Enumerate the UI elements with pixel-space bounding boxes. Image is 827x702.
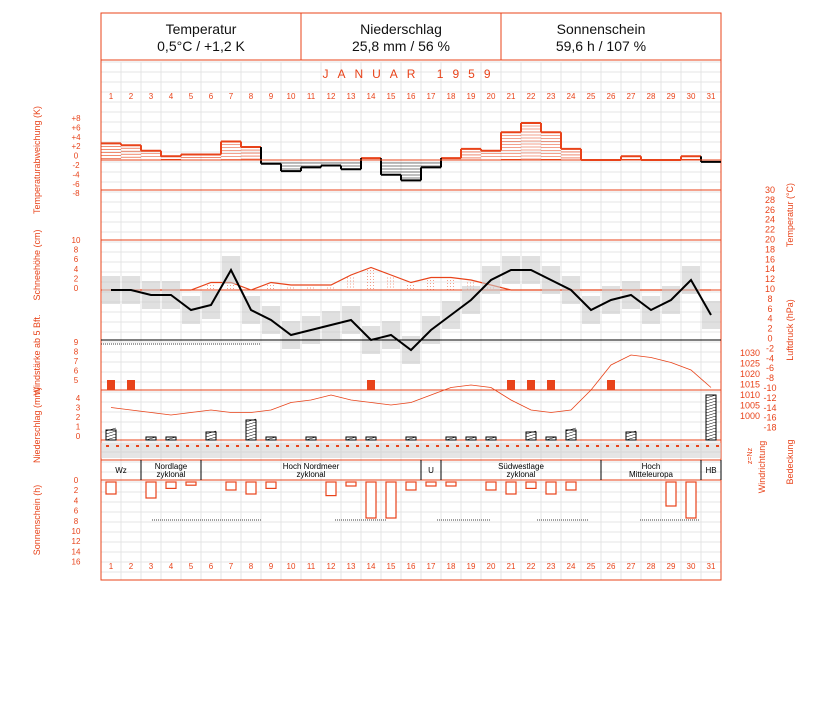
wind-tick: 8	[73, 347, 79, 357]
day-label-bottom: 12	[326, 562, 336, 571]
header-sunshine-value: 59,6 h / 107 %	[555, 38, 647, 54]
wind-direction-tick: z=Nz	[747, 447, 754, 465]
wind-direction-mark	[396, 445, 399, 447]
wind-direction-mark	[346, 445, 349, 447]
precip-tick: 3	[75, 403, 81, 413]
day-label-top: 29	[666, 92, 676, 101]
wind-direction-mark	[526, 445, 529, 447]
header-precipitation-value: 25,8 mm / 56 %	[351, 38, 451, 54]
day-label-bottom: 4	[168, 562, 174, 571]
temperature-tick: 8	[767, 293, 773, 304]
day-label-bottom: 29	[666, 562, 676, 571]
wind-bar	[107, 380, 115, 390]
temp-deviation-tick: +2	[71, 142, 81, 152]
sunshine-bar	[486, 482, 496, 490]
precip-tick: 4	[75, 394, 81, 403]
sunshine-bar	[506, 482, 516, 494]
sunshine-bar	[266, 482, 276, 488]
temp-deviation-tick: -4	[72, 170, 80, 180]
day-label-top: 27	[626, 92, 636, 101]
day-label-bottom: 22	[526, 562, 536, 571]
day-label-top: 21	[506, 92, 516, 101]
sunshine-bar	[326, 482, 336, 496]
day-label-top: 26	[606, 92, 616, 101]
snow-tick: 6	[73, 255, 79, 265]
wind-direction-mark	[556, 445, 559, 447]
temperature-tick: 12	[764, 274, 776, 285]
month-title: JANUAR 1959	[322, 67, 500, 81]
wind-bar	[507, 380, 515, 390]
weather-type-label: zyklonal	[506, 470, 536, 479]
wind-direction-axis-label: Windrichtung	[757, 440, 767, 494]
wind-direction-mark	[586, 445, 589, 447]
sunshine-bar	[426, 482, 436, 486]
wind-direction-mark	[376, 445, 379, 447]
wind-bar	[127, 380, 135, 390]
temp-deviation-tick: +6	[71, 123, 81, 133]
wind-direction-mark	[656, 445, 659, 447]
sunshine-bar	[526, 482, 536, 488]
temperature-tick: 18	[764, 244, 776, 255]
sunshine-bar	[226, 482, 236, 490]
temperature-tick: 16	[764, 254, 776, 265]
temperature-tick: 22	[764, 224, 776, 235]
snow-tick: 10	[71, 236, 81, 245]
day-label-top: 4	[168, 92, 174, 101]
day-label-top: 23	[546, 92, 556, 101]
temperature-tick: 0	[767, 333, 773, 344]
wind-direction-mark	[306, 445, 309, 447]
wind-direction-mark	[596, 445, 599, 447]
pressure-tick: 1030	[739, 348, 761, 358]
day-label-top: 28	[646, 92, 656, 101]
temperature-tick: 30	[764, 185, 776, 195]
header-temperature-value: 0,5°C / +1,2 K	[157, 38, 245, 54]
header-sunshine-label: Sonnenschein	[556, 21, 646, 37]
day-label-bottom: 16	[406, 562, 416, 571]
sunshine-bar	[446, 482, 456, 486]
sunshine-tick: 6	[73, 506, 79, 516]
day-label-bottom: 9	[268, 562, 274, 571]
day-label-top: 8	[248, 92, 254, 101]
wind-direction-mark	[356, 445, 359, 447]
wind-direction-mark	[496, 445, 499, 447]
wind-bar	[547, 380, 555, 390]
wind-bar	[527, 380, 535, 390]
temp-deviation-axis-label: Temperaturabweichung (K)	[32, 105, 42, 215]
weather-type-label: HB	[705, 466, 717, 475]
sunshine-tick: 12	[71, 537, 81, 547]
weather-type-label: zyklonal	[296, 470, 326, 479]
day-label-bottom: 10	[286, 562, 296, 571]
temperature-tick: -12	[763, 392, 777, 403]
snow-tick: 2	[73, 274, 79, 284]
wind-direction-mark	[316, 445, 319, 447]
wind-direction-mark	[256, 445, 259, 447]
precipitation-bar	[526, 432, 536, 440]
snow-tick: 8	[73, 245, 79, 255]
wind-bar	[607, 380, 615, 390]
precip-axis-label: Niederschlag (mm)	[32, 386, 42, 464]
day-label-bottom: 28	[646, 562, 656, 571]
day-label-bottom: 21	[506, 562, 516, 571]
day-label-bottom: 18	[446, 562, 456, 571]
day-label-bottom: 27	[626, 562, 636, 571]
day-label-bottom: 19	[466, 562, 476, 571]
pressure-tick: 1005	[739, 400, 761, 411]
precipitation-bar	[206, 432, 216, 440]
pressure-tick: 1000	[739, 411, 761, 421]
wind-direction-mark	[116, 445, 119, 447]
day-label-top: 2	[128, 92, 134, 101]
sunshine-bar	[186, 482, 196, 485]
wind-direction-mark	[666, 445, 669, 447]
pressure-axis-label: Luftdruck (hPa)	[785, 299, 795, 361]
day-label-bottom: 25	[586, 562, 596, 571]
sunshine-bar	[686, 482, 696, 518]
temperature-tick: 20	[764, 234, 776, 245]
wind-direction-mark	[686, 445, 689, 447]
sunshine-bar	[166, 482, 176, 488]
day-label-bottom: 3	[148, 562, 154, 571]
sunshine-bar	[146, 482, 156, 498]
day-label-bottom: 20	[486, 562, 496, 571]
wind-direction-mark	[706, 445, 709, 447]
temperature-tick: -8	[765, 373, 775, 384]
temperature-tick: -6	[765, 363, 775, 374]
wind-direction-mark	[226, 445, 229, 447]
snow-axis-label: Schneehöhe (cm)	[32, 229, 42, 301]
wind-direction-mark	[146, 445, 149, 447]
day-label-bottom: 6	[208, 562, 214, 571]
day-label-bottom: 26	[606, 562, 616, 571]
sunshine-bar	[386, 482, 396, 518]
wind-axis-label: Windstärke ab 5 Bft.	[32, 314, 42, 396]
temperature-tick: 6	[767, 303, 773, 314]
sunshine-bar	[346, 482, 356, 486]
wind-direction-mark	[406, 445, 409, 447]
temp-deviation-tick: +8	[71, 114, 81, 123]
wind-tick: 5	[73, 376, 79, 385]
wind-direction-mark	[616, 445, 619, 447]
sunshine-tick: 10	[71, 527, 81, 536]
day-label-top: 11	[306, 92, 316, 101]
weather-type-label: zyklonal	[156, 470, 186, 479]
wind-bar	[367, 380, 375, 390]
pressure-tick: 1010	[739, 390, 761, 400]
day-label-top: 19	[466, 92, 476, 101]
temperature-tick: -4	[765, 353, 775, 364]
day-label-top: 22	[526, 92, 536, 101]
sunshine-bar	[546, 482, 556, 494]
temp-deviation-tick: 0	[73, 151, 79, 161]
day-label-top: 5	[188, 92, 194, 101]
wind-direction-mark	[216, 445, 219, 447]
sunshine-tick: 0	[73, 476, 79, 485]
day-label-bottom: 13	[346, 562, 356, 571]
day-label-top: 30	[686, 92, 696, 101]
wind-direction-mark	[126, 445, 129, 447]
wind-direction-mark	[336, 445, 339, 447]
header-precipitation-label: Niederschlag	[360, 21, 442, 37]
pressure-tick: 1020	[739, 369, 761, 379]
temperature-tick: -10	[763, 383, 777, 393]
day-label-bottom: 2	[128, 562, 134, 571]
wind-direction-mark	[476, 445, 479, 447]
wind-direction-mark	[366, 445, 369, 447]
pressure-tick: 1015	[739, 379, 761, 390]
day-label-top: 24	[566, 92, 576, 101]
temperature-tick: -2	[765, 343, 775, 354]
weather-type-label: Südwestlage	[498, 462, 544, 471]
day-label-bottom: 14	[366, 562, 376, 571]
sunshine-tick: 4	[73, 496, 79, 506]
day-label-bottom: 8	[248, 562, 254, 571]
day-label-top: 31	[706, 92, 716, 101]
precip-tick: 2	[75, 413, 81, 422]
wind-direction-mark	[326, 445, 329, 447]
temperature-axis-label: Temperatur (°C)	[785, 182, 795, 248]
sunshine-axis-label: Sonnenschein (h)	[32, 484, 42, 556]
temperature-tick: 24	[764, 214, 776, 225]
precip-tick: 0	[75, 432, 81, 441]
temperature-tick: -14	[763, 402, 777, 413]
sunshine-tick: 8	[73, 516, 79, 526]
day-label-top: 7	[228, 92, 234, 101]
day-label-top: 16	[406, 92, 416, 101]
day-label-top: 6	[208, 92, 214, 101]
day-label-bottom: 30	[686, 562, 696, 571]
temp-deviation-tick: -6	[72, 179, 80, 189]
day-label-bottom: 24	[566, 562, 576, 571]
wind-direction-mark	[516, 445, 519, 447]
weather-type-label: Wz	[115, 466, 127, 475]
wind-direction-mark	[286, 445, 289, 447]
day-label-top: 20	[486, 92, 496, 101]
sunshine-tick: 2	[73, 486, 79, 496]
wind-direction-mark	[296, 445, 299, 447]
cloud-strip	[101, 443, 721, 458]
temperature-tick: 28	[764, 194, 776, 205]
sunshine-bar	[666, 482, 676, 506]
wind-direction-mark	[236, 445, 239, 447]
wind-direction-mark	[716, 445, 719, 447]
sunshine-bar	[406, 482, 416, 490]
day-label-top: 3	[148, 92, 154, 101]
header-temperature-label: Temperatur	[165, 21, 237, 37]
day-label-bottom: 23	[546, 562, 556, 571]
sunshine-bar	[246, 482, 256, 494]
day-label-top: 17	[426, 92, 436, 101]
wind-direction-mark	[546, 445, 549, 447]
wind-direction-mark	[266, 445, 269, 447]
day-label-bottom: 1	[108, 562, 114, 571]
weather-type-label: Hoch	[641, 462, 661, 471]
wind-direction-mark	[136, 445, 139, 447]
temperature-tick: 14	[764, 264, 776, 275]
wind-direction-mark	[416, 445, 419, 447]
snow-tick: 0	[73, 284, 79, 293]
wind-direction-mark	[276, 445, 279, 447]
wind-tick: 6	[73, 366, 79, 376]
wind-direction-mark	[246, 445, 249, 447]
day-label-bottom: 11	[306, 562, 316, 571]
sunshine-tick: 16	[71, 557, 81, 567]
weather-type-label: U	[428, 466, 434, 475]
day-label-top: 9	[268, 92, 274, 101]
day-label-top: 10	[286, 92, 296, 101]
wind-direction-mark	[166, 445, 169, 447]
sunshine-bar	[566, 482, 576, 490]
day-label-top: 25	[586, 92, 596, 101]
wind-direction-mark	[206, 445, 209, 447]
cloud-axis-label: Bedeckung	[785, 439, 795, 485]
wind-tick: 7	[73, 357, 79, 366]
wind-direction-mark	[466, 445, 469, 447]
wind-direction-mark	[576, 445, 579, 447]
wind-direction-mark	[676, 445, 679, 447]
temp-deviation-tick: -2	[72, 161, 80, 170]
wind-direction-mark	[636, 445, 639, 447]
pressure-tick: 1025	[739, 358, 761, 369]
wind-direction-mark	[156, 445, 159, 447]
day-label-top: 13	[346, 92, 356, 101]
day-label-top: 14	[366, 92, 376, 101]
sunshine-bar	[366, 482, 376, 518]
temperature-tick: 2	[767, 323, 773, 334]
day-label-bottom: 17	[426, 562, 436, 571]
wind-direction-mark	[196, 445, 199, 447]
wind-direction-mark	[506, 445, 509, 447]
wind-direction-mark	[386, 445, 389, 447]
wind-tick: 9	[73, 338, 79, 347]
day-label-top: 12	[326, 92, 336, 101]
temperature-tick: 10	[764, 284, 776, 294]
day-label-top: 15	[386, 92, 396, 101]
wind-direction-mark	[456, 445, 459, 447]
wind-direction-mark	[536, 445, 539, 447]
temp-deviation-tick: +4	[71, 132, 81, 142]
day-label-bottom: 5	[188, 562, 194, 571]
day-label-bottom: 15	[386, 562, 396, 571]
weather-type-label: Nordlage	[154, 462, 188, 471]
wind-direction-mark	[186, 445, 189, 447]
wind-direction-mark	[626, 445, 629, 447]
sunshine-tick: 14	[71, 547, 81, 557]
wind-direction-mark	[566, 445, 569, 447]
temperature-tick: -18	[763, 422, 777, 433]
temperature-tick: 4	[767, 313, 773, 324]
day-label-top: 18	[446, 92, 456, 101]
day-label-bottom: 31	[706, 562, 716, 571]
precip-tick: 1	[75, 422, 81, 432]
weather-type-label: Mitteleuropa	[628, 470, 674, 479]
wind-direction-mark	[696, 445, 699, 447]
precipitation-bar	[246, 420, 256, 440]
sunshine-bar	[106, 482, 116, 494]
wind-direction-mark	[176, 445, 179, 447]
day-label-top: 1	[108, 92, 114, 101]
temp-deviation-tick: -8	[72, 189, 80, 199]
wind-direction-mark	[486, 445, 489, 447]
wind-direction-mark	[446, 445, 449, 447]
wind-direction-mark	[106, 445, 109, 447]
day-label-bottom: 7	[228, 562, 234, 571]
snow-tick: 4	[73, 264, 79, 274]
weather-type-label: Hoch Nordmeer	[282, 462, 340, 471]
wind-direction-mark	[436, 445, 439, 447]
wind-direction-mark	[426, 445, 429, 447]
temperature-tick: -16	[763, 412, 777, 423]
wind-direction-mark	[646, 445, 649, 447]
temperature-tick: 26	[764, 204, 776, 215]
wind-direction-mark	[606, 445, 609, 447]
precipitation-bar	[626, 432, 636, 440]
